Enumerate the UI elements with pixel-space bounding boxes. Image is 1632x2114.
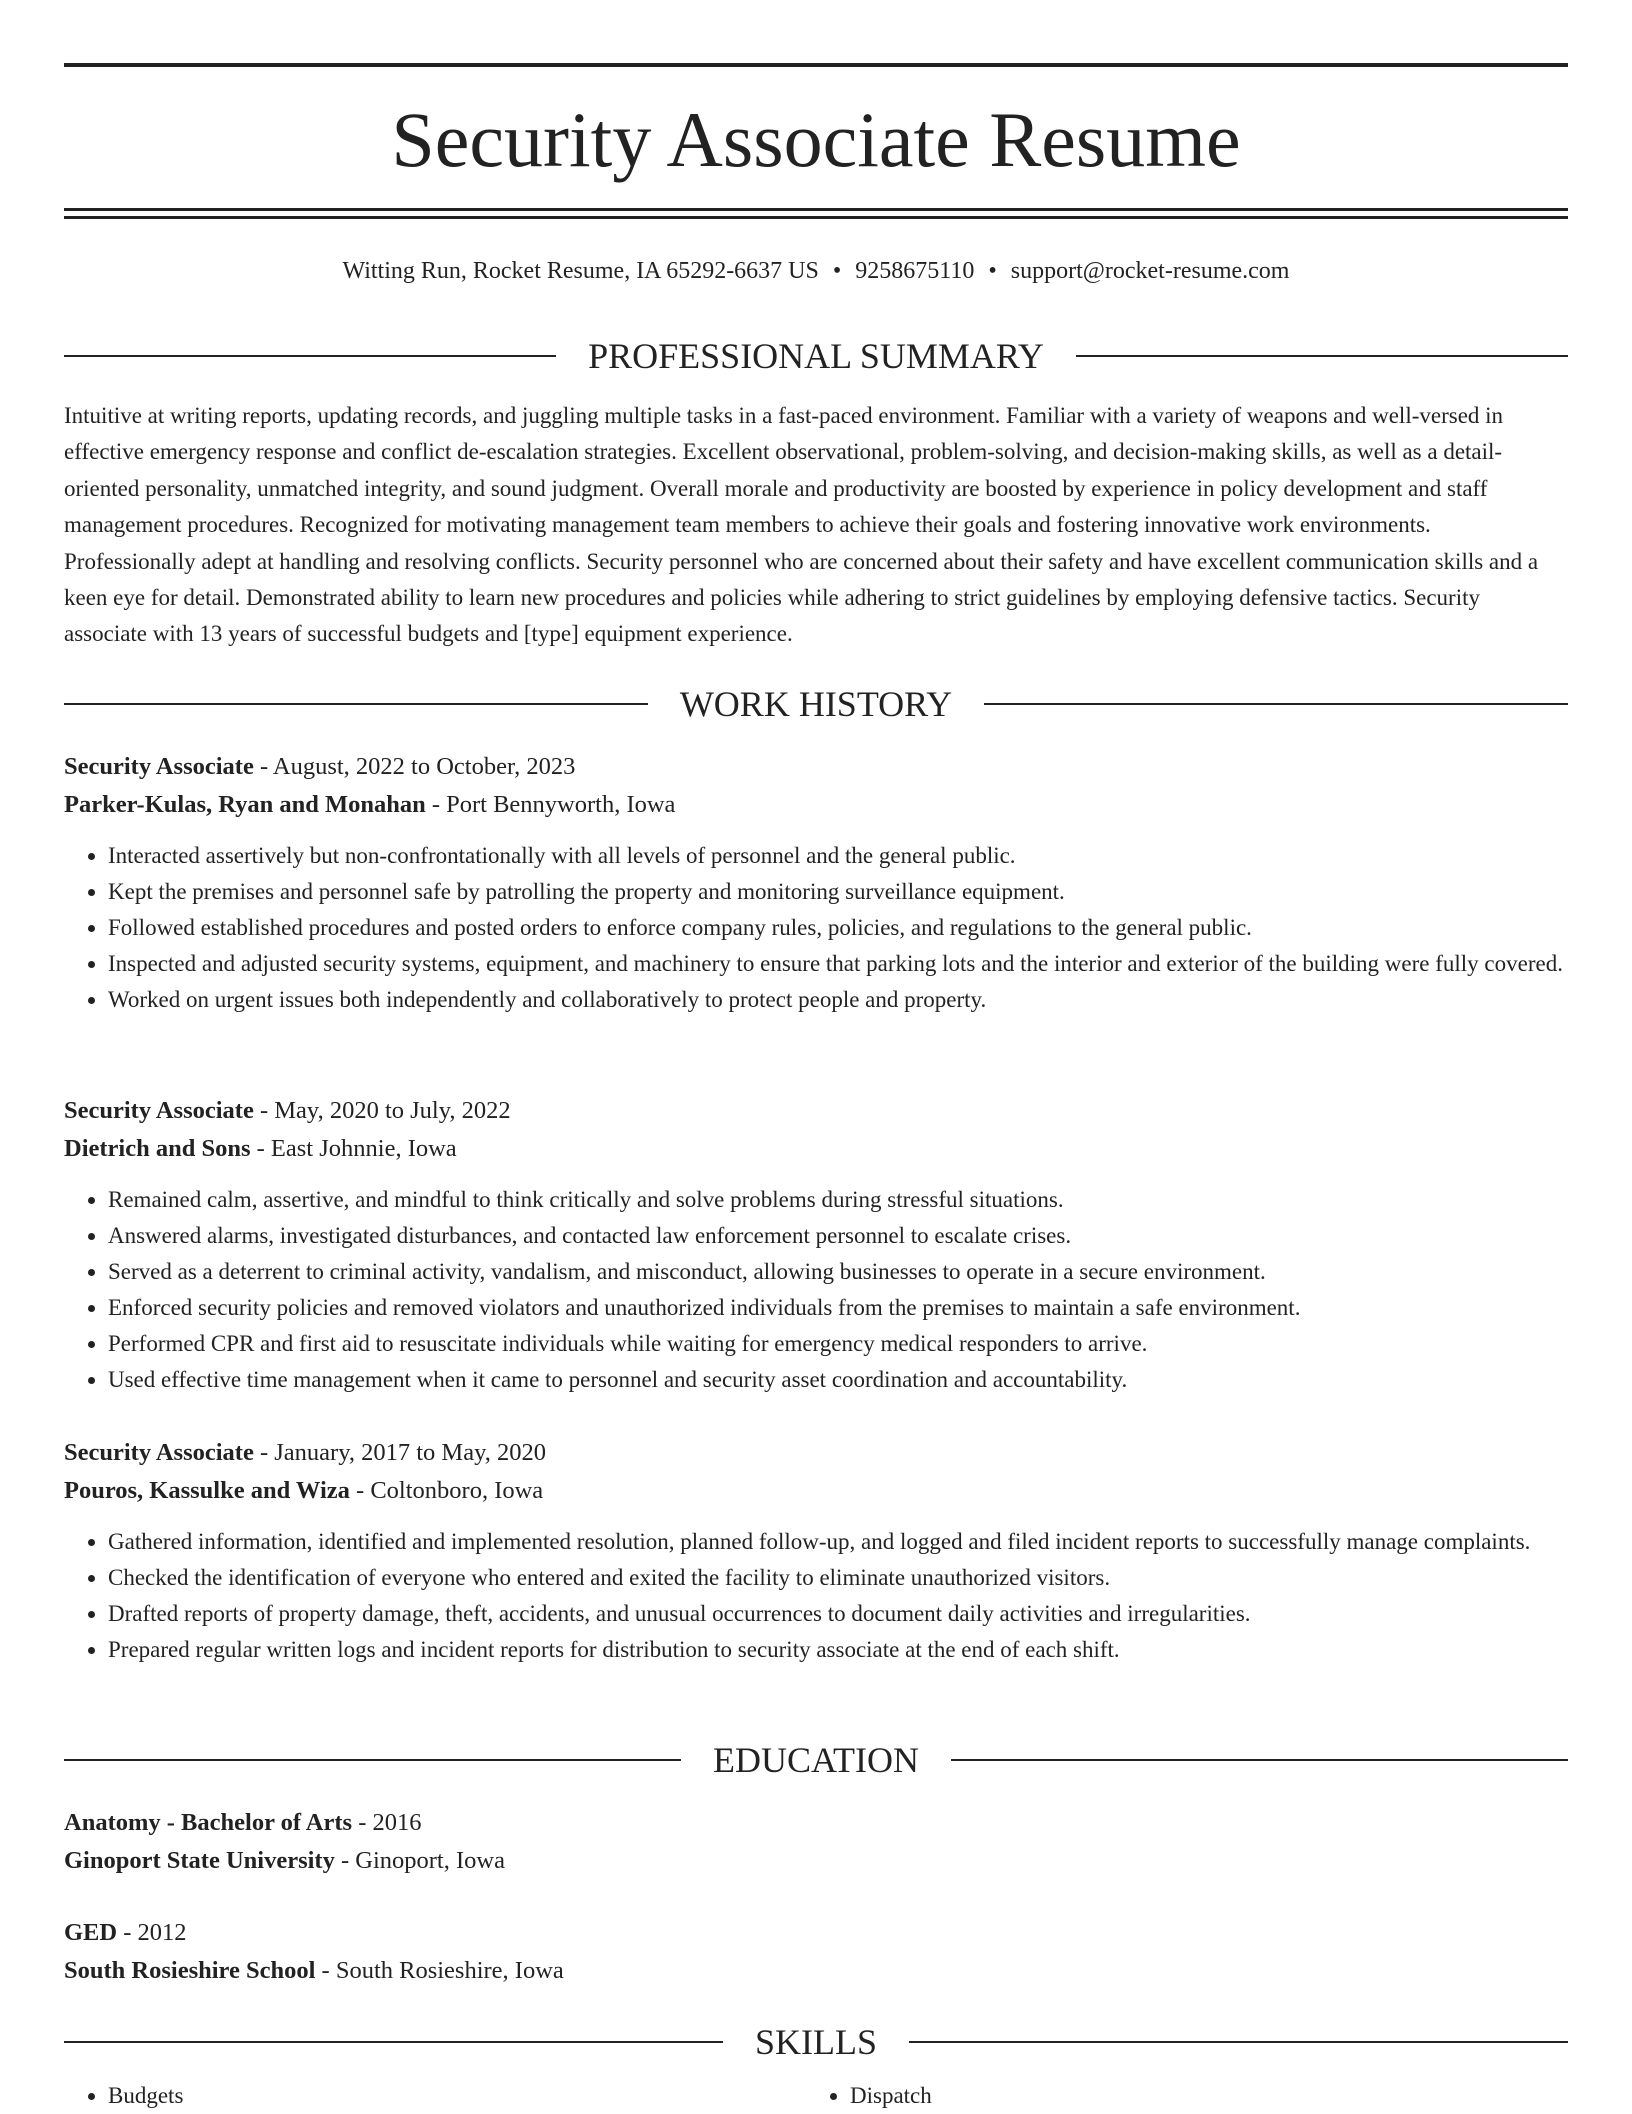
- job-bullet: • Prepared regular written logs and incident reports for distribution to security associate at the end of each shift.: [108, 1632, 1568, 1668]
- skills-list: [806, 2078, 1506, 2114]
- education-location: - South Rosieshire, Iowa: [315, 1957, 564, 1984]
- contact-separator: •: [832, 258, 842, 284]
- job-bullet: • Served as a deterrent to criminal activity, vandalism, and misconduct, allowing businesses to operate in a secure environment.: [108, 1254, 1568, 1290]
- section-heading-skills: [64, 2020, 1568, 2064]
- job-bullet: • Kept the premises and personnel safe by patrolling the property and monitoring surveillance equipment.: [108, 874, 1568, 910]
- top-rule: [64, 63, 1568, 67]
- skills-column-right: [806, 2078, 1506, 2114]
- job-location: - Coltonboro, Iowa: [349, 1477, 544, 1504]
- job-dates: - May, 2020 to July, 2022: [253, 1097, 511, 1124]
- contact-phone: 9258675110: [855, 258, 975, 284]
- job-title: Security Associate: [64, 1097, 254, 1124]
- heading-rule-right: [909, 2041, 1568, 2043]
- job-title: Security Associate: [64, 1439, 254, 1466]
- job-company-line: [64, 1472, 1568, 1510]
- resume-title: Security Associate Resume: [391, 96, 1241, 183]
- job-bullet: • Followed established procedures and posted orders to enforce company rules, policies, and regulations to the general public.: [108, 910, 1568, 946]
- education-school: Ginoport State University: [64, 1847, 335, 1874]
- job-entry: [64, 1434, 1568, 1668]
- education-location: - Ginoport, Iowa: [334, 1847, 505, 1874]
- job-company: Parker-Kulas, Ryan and Monahan: [64, 791, 426, 818]
- job-entry: [64, 1092, 1568, 1398]
- heading-rule-right: [951, 1759, 1568, 1761]
- heading-label: WORK HISTORY: [679, 684, 953, 724]
- summary-paragraph: Intuitive at writing reports, updating records, and juggling multiple tasks in a fast-paced environment. Familiar with a variety of weapons and well-versed in effective emergency response and conflict de-escalation strategies. Excellent observational, problem-solving, and decision-making skills, as well as a detail-oriented personality, unmatched integrity, and sound judgment. Overall morale and productivity are boosted by experience in policy development and staff management procedures. Recognized for motivating management team members to achieve their goals and fostering innovative work environments. Professionally adept at handling and resolving conflicts. Security personnel who are concerned about their safety and have excellent communication skills and a keen eye for detail. Demonstrated ability to learn new procedures and policies while adhering to strict guidelines by employing defensive tactics. Security associate with 13 years of successful budgets and [type] equipment experience.: [64, 403, 1539, 647]
- job-company-line: [64, 786, 1568, 824]
- title-rule-upper: [64, 208, 1568, 211]
- contact-line: [64, 254, 1568, 288]
- education-entry: [64, 1914, 1568, 1990]
- job-entry: [64, 748, 1568, 1018]
- section-heading-summary: [64, 334, 1568, 378]
- job-title-line: [64, 1092, 1568, 1130]
- section-heading-education: [64, 1738, 1568, 1782]
- job-bullets: [64, 1182, 1568, 1398]
- title-rule-lower: [64, 216, 1568, 219]
- skill-item: • Budgets: [108, 2078, 764, 2114]
- skills-column-left: [64, 2078, 764, 2114]
- job-bullet: • Remained calm, assertive, and mindful to think critically and solve problems during stressful situations.: [108, 1182, 1568, 1218]
- job-bullet: • Used effective time management when it came to personnel and security asset coordination and accountability.: [108, 1362, 1568, 1398]
- job-bullet: • Gathered information, identified and implemented resolution, planned follow-up, and logged and filed incident reports to successfully manage complaints.: [108, 1524, 1568, 1560]
- contact-address: Witting Run, Rocket Resume, IA 65292-6637 US: [342, 258, 819, 284]
- section-heading-work: [64, 682, 1568, 726]
- heading-label: EDUCATION: [713, 1740, 919, 1780]
- job-dates: - January, 2017 to May, 2020: [253, 1439, 546, 1466]
- job-bullet: • Performed CPR and first aid to resuscitate individuals while waiting for emergency medical responders to arrive.: [108, 1326, 1568, 1362]
- heading-rule-left: [64, 1759, 681, 1761]
- job-company-line: [64, 1130, 1568, 1168]
- heading-rule-right: [984, 703, 1568, 705]
- heading-rule-left: [64, 703, 648, 705]
- job-bullet: • Checked the identification of everyone who entered and exited the facility to eliminate unauthorized visitors.: [108, 1560, 1568, 1596]
- education-degree-line: [64, 1914, 1568, 1952]
- job-company: Pouros, Kassulke and Wiza: [64, 1477, 350, 1504]
- job-dates: - August, 2022 to October, 2023: [253, 753, 576, 780]
- education-school: South Rosieshire School: [64, 1957, 316, 1984]
- job-bullet: • Enforced security policies and removed violators and unauthorized individuals from the premises to maintain a safe environment.: [108, 1290, 1568, 1326]
- job-company: Dietrich and Sons: [64, 1135, 251, 1162]
- heading-rule-right: [1076, 355, 1568, 357]
- job-title-line: [64, 748, 1568, 786]
- job-bullets: [64, 1524, 1568, 1668]
- education-school-line: [64, 1952, 1568, 1990]
- skills-list: [64, 2078, 764, 2114]
- heading-rule-left: [64, 2041, 723, 2043]
- education-school-line: [64, 1842, 1568, 1880]
- job-bullet: • Answered alarms, investigated disturbances, and contacted law enforcement personnel to escalate crises.: [108, 1218, 1568, 1254]
- education-entry: [64, 1804, 1568, 1880]
- education-year: - 2016: [352, 1809, 422, 1836]
- job-bullet: • Drafted reports of property damage, theft, accidents, and unusual occurrences to document daily activities and irregularities.: [108, 1596, 1568, 1632]
- contact-separator: •: [988, 258, 997, 284]
- job-title: Security Associate: [64, 753, 254, 780]
- education-degree: GED: [64, 1919, 118, 1946]
- education-degree: Anatomy - Bachelor of Arts: [64, 1809, 353, 1836]
- heading-label: SKILLS: [755, 2022, 878, 2062]
- job-bullet: • Worked on urgent issues both independently and collaboratively to protect people and property.: [108, 982, 1568, 1018]
- job-location: - Port Bennyworth, Iowa: [425, 791, 676, 818]
- education-year: - 2012: [117, 1919, 187, 1946]
- job-location: - East Johnnie, Iowa: [250, 1135, 457, 1162]
- contact-email: support@rocket-resume.com: [1010, 258, 1290, 284]
- job-title-line: [64, 1434, 1568, 1472]
- education-degree-line: [64, 1804, 1568, 1842]
- job-bullets: [64, 838, 1568, 1018]
- job-bullet: • Inspected and adjusted security systems, equipment, and machinery to ensure that parking lots and the interior and exterior of the building were fully covered.: [108, 946, 1568, 982]
- heading-label: PROFESSIONAL SUMMARY: [588, 336, 1044, 376]
- skill-item: • Dispatch: [850, 2078, 1506, 2114]
- job-bullet: • Interacted assertively but non-confrontationally with all levels of personnel and the general public.: [108, 838, 1568, 874]
- heading-rule-left: [64, 355, 556, 357]
